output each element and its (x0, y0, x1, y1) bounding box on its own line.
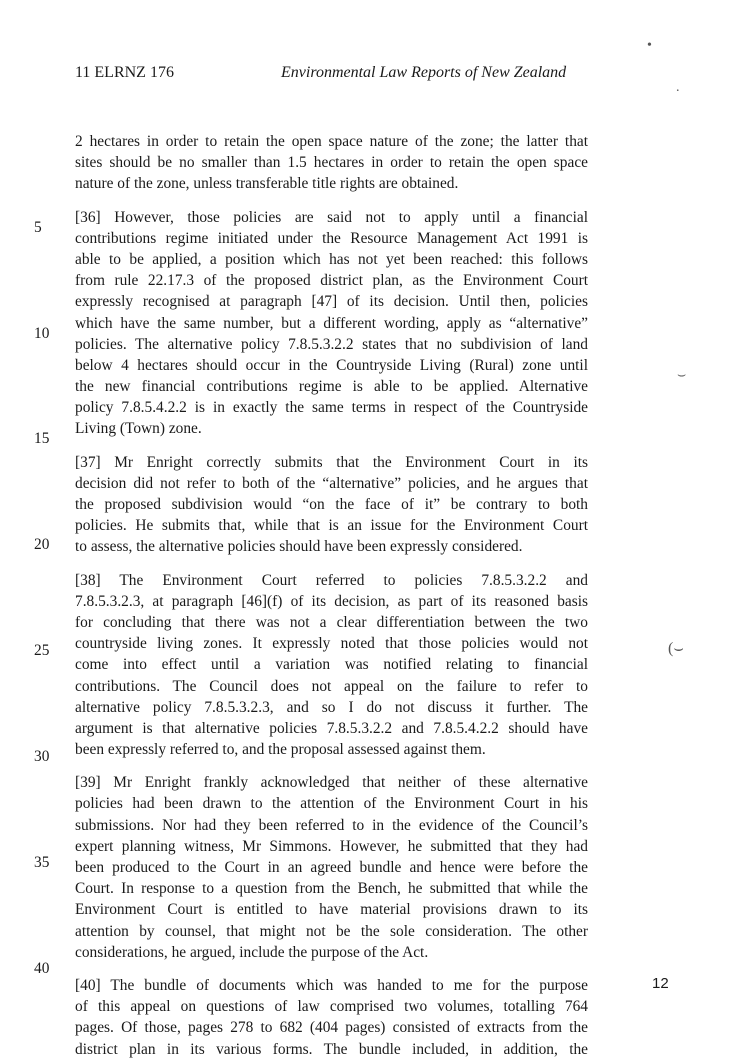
text-line: [37] Mr Enright correctly submits that the Environment Court in its (75, 453, 588, 471)
paragraph-37 (75, 452, 588, 558)
scan-bracket-mark: ⌣ (677, 368, 687, 383)
text-line: 2 hectares in order to retain the open space nature of the zone; the latter that (75, 133, 588, 150)
text-line: policies had been drawn to the attention of the Environment Court in his (75, 795, 588, 813)
text-line: attention by counsel, that might not be the sole consideration. The other (75, 922, 588, 940)
paragraph-39 (75, 772, 588, 963)
header-citation: 11 ELRNZ 176 (75, 64, 174, 81)
line-number: 10 (34, 325, 50, 342)
text-line: Living (Town) zone. (75, 420, 202, 438)
text-line: of this appeal on questions of law comprised two volumes, totalling 764 (75, 998, 588, 1016)
text-line: sites should be no smaller than 1.5 hectares in order to retain the open space (75, 154, 588, 172)
text-line: submissions. Nor had they been referred to in the evidence of the Council’s (75, 816, 588, 834)
text-line: [39] Mr Enright frankly acknowledged that neither of these alternative (75, 774, 588, 792)
line-number: 5 (34, 219, 42, 236)
text-line: which have the same number, but a different wording, apply as “alternative” (75, 314, 588, 332)
text-line: come into effect until a variation was notified relating to financial (75, 656, 588, 674)
text-line: to assess, the alternative policies should have been expressly considered. (75, 538, 523, 556)
paragraph-38 (75, 570, 588, 761)
text-line: expert planning witness, Mr Simmons. However, he submitted that they had (75, 837, 588, 855)
text-line: [36] However, those policies are said not to apply until a financial (75, 208, 588, 226)
text-line: countryside living zones. It expressly noted that those policies would not (75, 635, 588, 653)
text-line: nature of the zone, unless transferable title rights are obtained. (75, 175, 459, 193)
line-number: 20 (34, 536, 50, 553)
text-line: alternative policy 7.8.5.3.2.3, and so I do not discuss it further. The (75, 698, 588, 716)
text-line: considerations, he argued, include the purpose of the Act. (75, 943, 429, 961)
scan-bracket-mark: (⌣ (668, 640, 684, 657)
body-text (75, 131, 588, 1060)
text-line: been produced to the Court in an agreed bundle and hence were before the (75, 859, 588, 876)
text-line: pages. Of those, pages 278 to 682 (404 pages) consisted of extracts from the (75, 1019, 588, 1037)
text-line: decision did not refer to both of the “alternative” policies, and he argues that (75, 474, 588, 492)
line-number: 15 (34, 430, 50, 447)
scan-dot-mark: • (647, 38, 652, 53)
page-number: 12 (652, 975, 669, 992)
text-line: [38] The Environment Court referred to policies 7.8.5.3.2.2 and (75, 571, 588, 589)
paragraph-continuation (75, 131, 588, 195)
text-line: contributions. The Council does not appeal on the failure to refer to (75, 677, 588, 695)
text-line: been expressly referred to, and the proposal assessed against them. (75, 741, 486, 759)
text-line: below 4 hectares should occur in the Countryside Living (Rural) zone until (75, 356, 588, 374)
text-line: 7.8.5.3.2.3, at paragraph [46](f) of its decision, as part of its reasoned basis (75, 592, 588, 610)
text-line: policies. He submits that, while that is an issue for the Environment Court (75, 517, 588, 535)
line-number: 40 (34, 960, 50, 977)
line-number: 30 (34, 748, 50, 765)
line-number: 35 (34, 854, 50, 871)
text-line: expressly recognised at paragraph [47] of its decision. Until then, policies (75, 293, 588, 311)
text-line: argument is that alternative policies 7.8.5.3.2.2 and 7.8.5.4.2.2 should have (75, 719, 588, 737)
text-line: contributions regime initiated under the Resource Management Act 1991 is (75, 229, 588, 247)
text-line: the proposed subdivision would “on the face of it” be contrary to both (75, 496, 588, 513)
text-line: policies. The alternative policy 7.8.5.3.2.2 states that no subdivision of land (75, 335, 588, 353)
text-line: Environment Court is entitled to have material provisions drawn to its (75, 901, 588, 919)
scan-dot-mark: . (676, 80, 680, 95)
text-line: able to be applied, a position which has not yet been reached: this follows (75, 250, 588, 268)
paragraph-40 (75, 975, 588, 1060)
text-line: policy 7.8.5.4.2.2 is in exactly the same terms in respect of the Countryside (75, 399, 588, 417)
paragraph-36 (75, 207, 588, 440)
text-line: district plan in its various forms. The bundle included, in addition, the (75, 1040, 588, 1058)
text-line: [40] The bundle of documents which was handed to me for the purpose (75, 976, 588, 994)
text-line: Court. In response to a question from the Bench, he submitted that while the (75, 880, 588, 898)
line-number: 25 (34, 642, 50, 659)
text-line: the new financial contributions regime is able to be applied. Alternative (75, 378, 588, 396)
text-line: for concluding that there was not a clear differentiation between the two (75, 613, 588, 631)
header-journal-title: Environmental Law Reports of New Zealand (281, 64, 567, 81)
text-line: from rule 22.17.3 of the proposed district plan, as the Environment Court (75, 272, 588, 290)
